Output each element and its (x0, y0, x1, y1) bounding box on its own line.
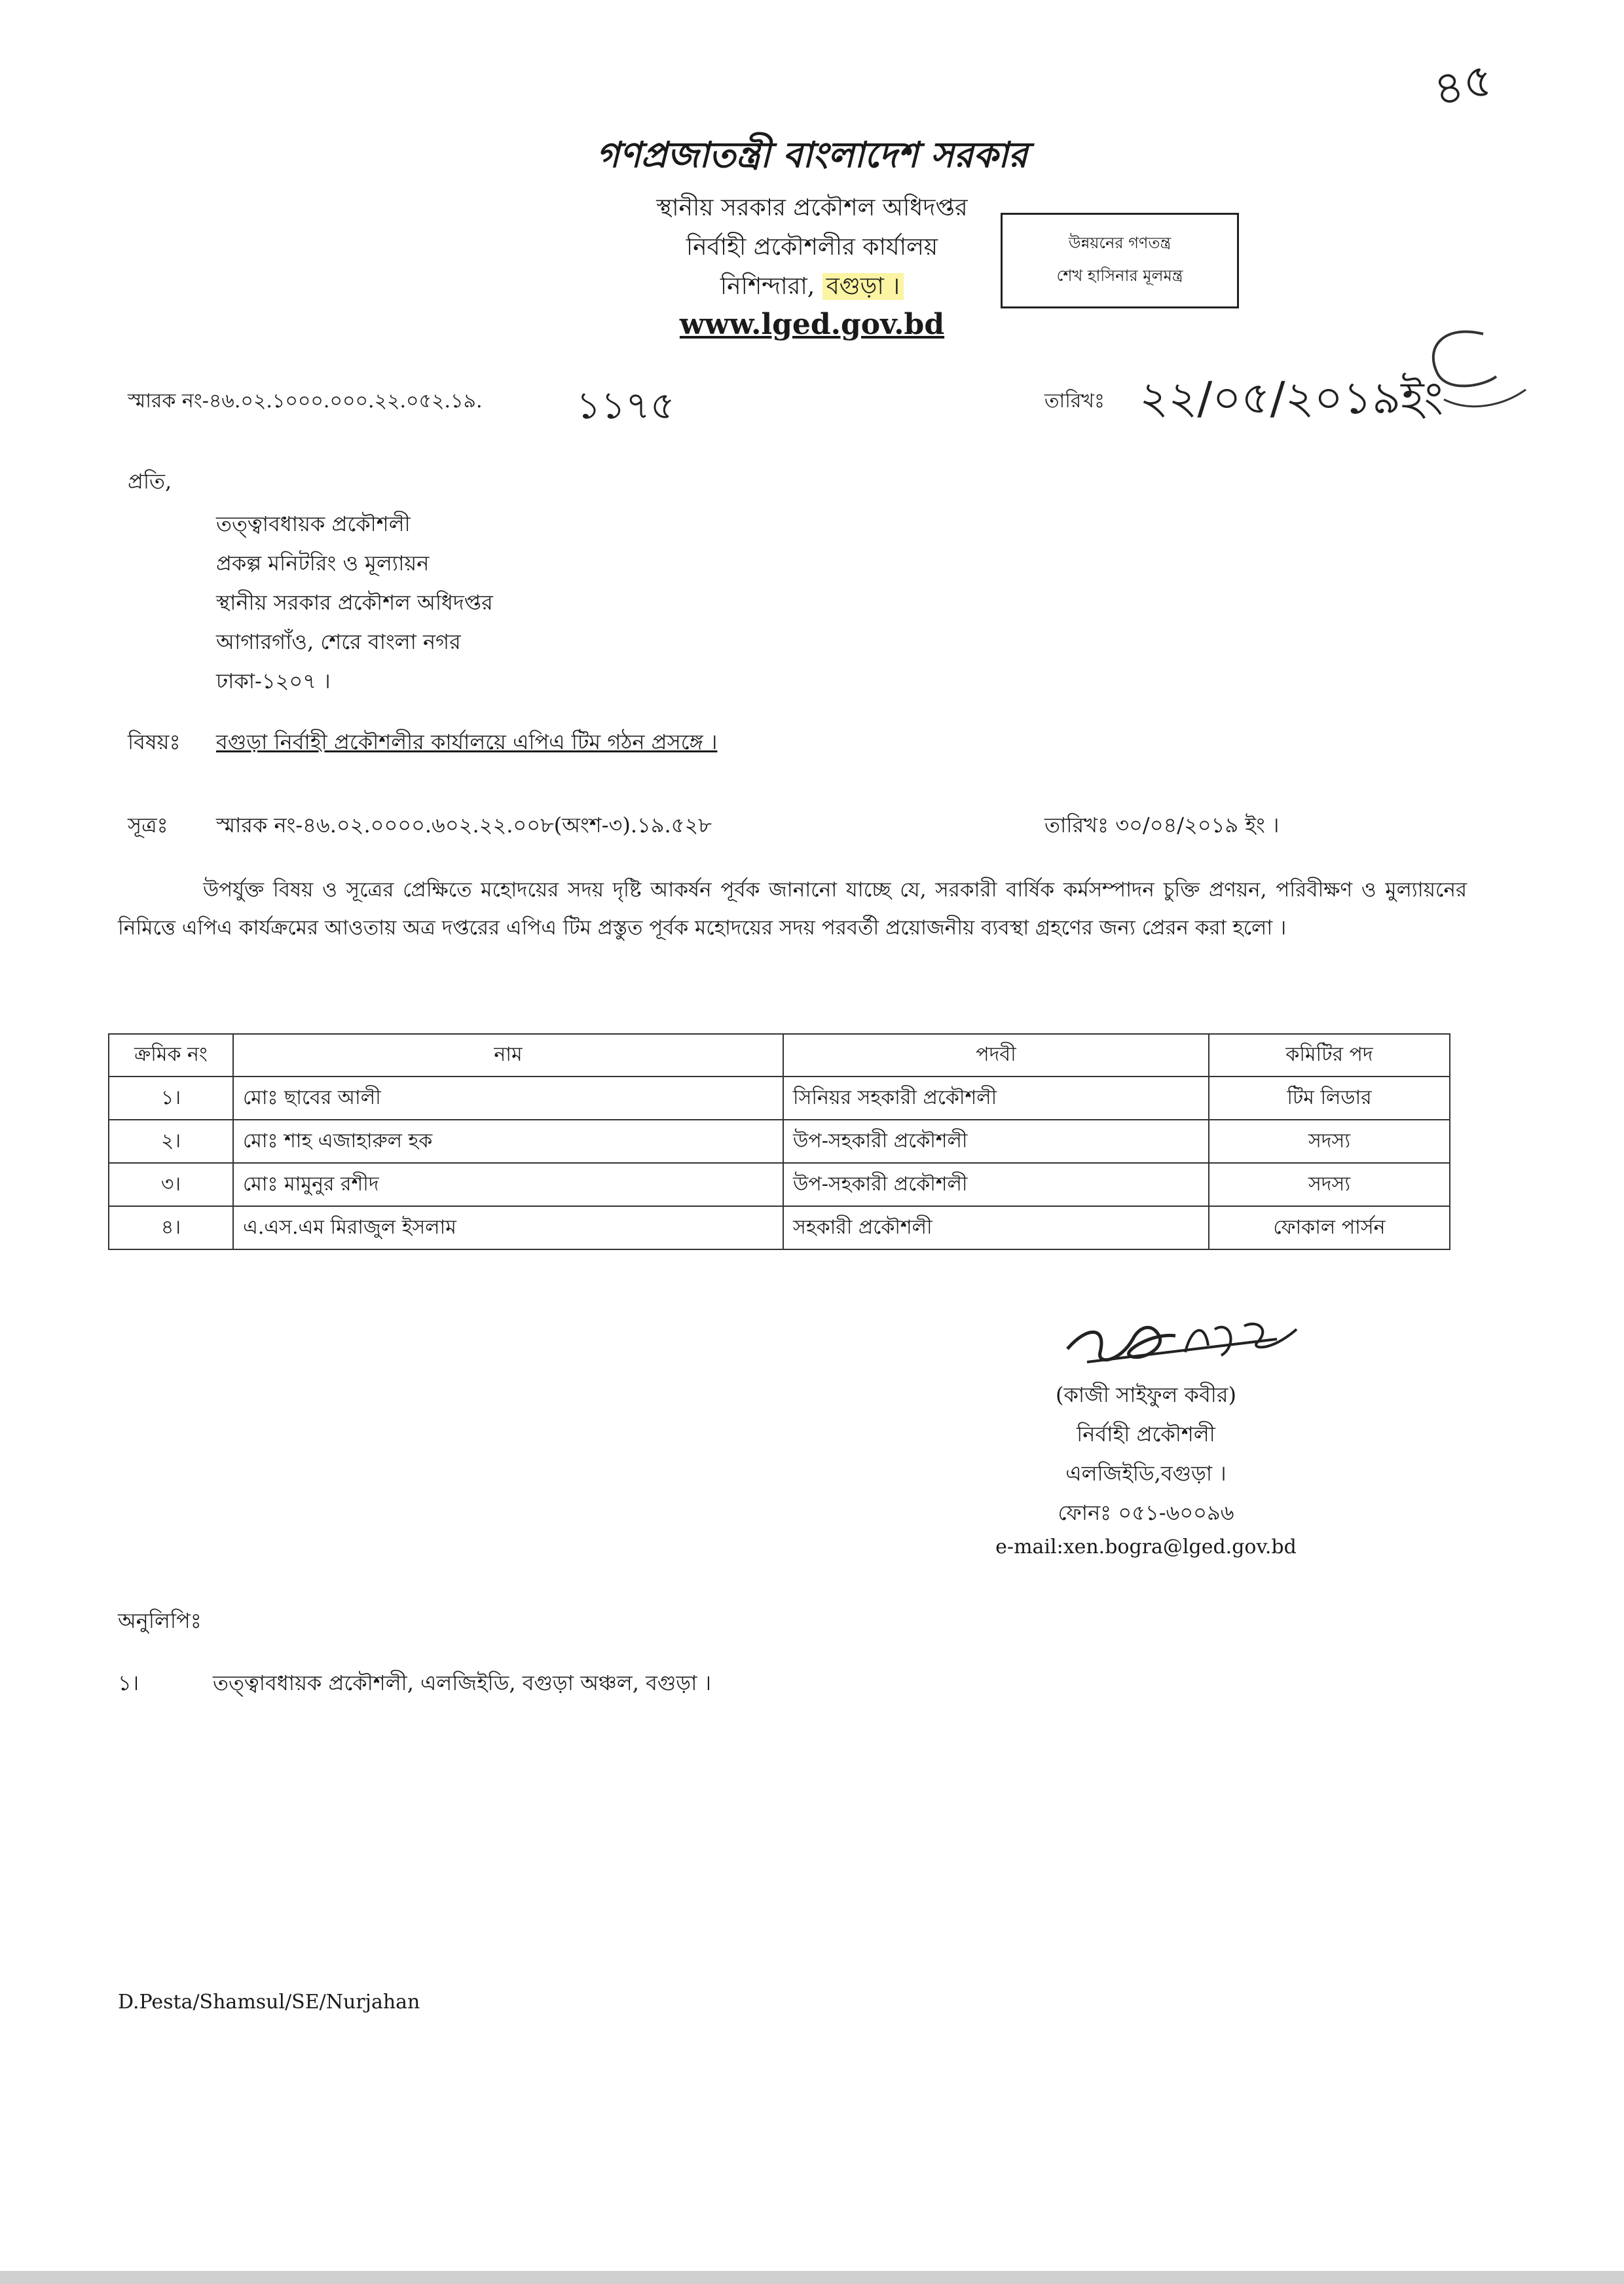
department-line: স্থানীয় সরকার প্রকৌশল অধিদপ্তর (656, 194, 968, 221)
page-number: ৪৫ (1428, 52, 1498, 117)
row-designation: সহকারী প্রকৌশলী (783, 1206, 1209, 1249)
memo-date-handwritten: ২২/০৫/২০১৯ইং (1139, 373, 1443, 424)
row-committee-role: টিম লিডার (1209, 1077, 1450, 1120)
row-designation: উপ-সহকারী প্রকৌশলী (783, 1163, 1209, 1206)
apa-team-table (108, 1033, 1450, 1250)
signatory-phone: ফোনঃ ০৫১-৬০০৯৬ (1058, 1500, 1234, 1525)
recipient-line: আগারগাঁও, শেরে বাংলা নগর (216, 629, 461, 654)
location-district: বগুড়া । (822, 273, 904, 300)
signature (1061, 1300, 1310, 1378)
recipient-line: প্রকল্প মনিটরিং ও মূল্যায়ন (216, 551, 430, 576)
government-title: গণপ্রজাতন্ত্রী বাংলাদেশ সরকার (596, 134, 1028, 175)
location-line (0, 268, 1624, 308)
motto-line: উন্নয়নের গণতন্ত্র (1068, 234, 1172, 252)
header-committee-role: কমিটির পদ (1209, 1034, 1450, 1077)
office-line: নির্বাহী প্রকৌশলীর কার্যালয় (686, 234, 938, 261)
signatory-name: (কাজী সাইফুল কবীর) (1055, 1382, 1236, 1407)
row-committee-role: ফোকাল পার্সন (1209, 1206, 1450, 1249)
header-designation: পদবী (783, 1034, 1209, 1077)
signatory-designation: নির্বাহী প্রকৌশলী (1077, 1422, 1215, 1446)
row-name: মোঃ শাহ এজাহারুল হক (233, 1120, 783, 1163)
table-row (109, 1206, 1450, 1249)
row-serial: ৪। (109, 1206, 233, 1249)
memo-reference-handwritten: ১১৭৫ (576, 383, 675, 428)
header-serial: ক্রমিক নং (109, 1034, 233, 1077)
motto-box (1001, 213, 1239, 308)
row-committee-role: সদস্য (1209, 1120, 1450, 1163)
recipient-line: ঢাকা-১২০৭ । (216, 669, 331, 693)
copy-to-label: অনুলিপিঃ (118, 1608, 202, 1633)
table-row (109, 1077, 1450, 1120)
row-designation: সিনিয়র সহকারী প্রকৌশলী (783, 1077, 1209, 1120)
row-designation: উপ-সহকারী প্রকৌশলী (783, 1120, 1209, 1163)
footer-reference: D.Pesta/Shamsul/SE/Nurjahan (118, 1991, 420, 2014)
recipient-line: তত্ত্বাবধায়ক প্রকৌশলী (216, 511, 411, 536)
table-header-row (109, 1034, 1450, 1077)
website-link[interactable]: www.lged.gov.bd (679, 308, 945, 341)
table-row (109, 1120, 1450, 1163)
source-date: তারিখঃ ৩০/০৪/২০১৯ ইং । (1044, 813, 1280, 838)
row-name: এ.এস.এম মিরাজুল ইসলাম (233, 1206, 783, 1249)
memo-reference: স্মারক নং-৪৬.০২.১০০০.০০০.২২.০৫২.১৯. (128, 390, 483, 413)
initials-mark (1405, 321, 1536, 432)
header-name: নাম (233, 1034, 783, 1077)
signatory-email[interactable]: e-mail:xen.bogra@lged.gov.bd (995, 1536, 1297, 1558)
recipient-line: স্থানীয় সরকার প্রকৌশল অধিদপ্তর (216, 590, 493, 615)
recipient-label: প্রতি, (128, 469, 172, 494)
body-paragraph: উপর্যুক্ত বিষয় ও সূত্রের প্রেক্ষিতে মহোদয়ের সদয় দৃষ্টি আকর্ষন পূর্বক জানানো যাচ্ছে যে, সরকারী বার্ষিক কর্মসম্পাদন চুক্তি প্রণয়ন, পরিবীক্ষণ ও মুল্যায়নের নিমিত্তে এপিএ কার্যক্রমের আওতায় অত্র দপ্তরের এপিএ টিম প্রস্তুত পূর্বক মহোদয়ের সদয় পরবর্তী প্রয়োজনীয় ব্যবস্থা গ্রহণের জন্য প্রেরন করা হলো । (118, 878, 1467, 940)
location-area: নিশিন্দারা, (720, 273, 815, 300)
signatory-office: এলজিইডি,বগুড়া । (1065, 1461, 1227, 1486)
table-row (109, 1163, 1450, 1206)
row-name: মোঃ ছাবের আলী (233, 1077, 783, 1120)
motto-line: শেখ হাসিনার মূলমন্ত্র (1056, 267, 1183, 285)
subject-label: বিষয়ঃ (128, 729, 181, 754)
subject-text: বগুড়া নির্বাহী প্রকৌশলীর কার্যালয়ে এপিএ টিম গঠন প্রসঙ্গে । (216, 729, 718, 754)
source-label: সূত্রঃ (128, 813, 168, 838)
scan-bottom-edge (0, 2271, 1624, 2284)
source-reference: স্মারক নং-৪৬.০২.০০০০.৬০২.২২.০০৮(অংশ-৩).১৯.৫২৮ (216, 813, 712, 838)
row-serial: ৩। (109, 1163, 233, 1206)
row-serial: ১। (109, 1077, 233, 1120)
memo-date-label: তারিখঃ (1044, 390, 1105, 413)
row-name: মোঃ মামুনুর রশীদ (233, 1163, 783, 1206)
copy-to-recipient: তত্ত্বাবধায়ক প্রকৌশলী, এলজিইডি, বগুড়া অঞ্চল, বগুড়া । (213, 1670, 712, 1695)
row-serial: ২। (109, 1120, 233, 1163)
copy-to-serial: ১। (118, 1670, 139, 1695)
row-committee-role: সদস্য (1209, 1163, 1450, 1206)
